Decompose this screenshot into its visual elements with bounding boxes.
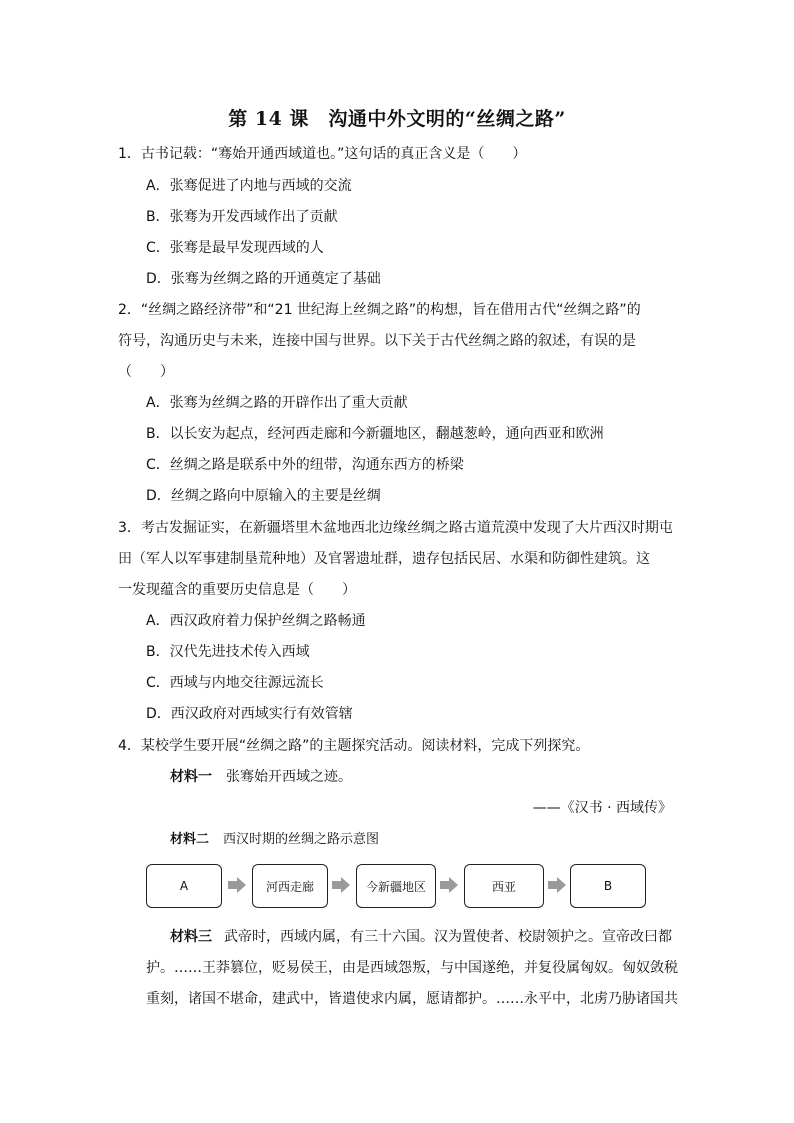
material-2-text: 西汉时期的丝绸之路示意图: [223, 832, 380, 847]
material-1: [170, 767, 352, 787]
question-1-option-c: C．张骞是最早发现西域的人: [146, 240, 324, 256]
material-3-text-1: 武帝时，西域内属，有三十六国。汉为置使者、校尉领护之。宣帝改曰都: [224, 929, 672, 945]
material-1-source: ——《汉书 · 西域传》: [532, 800, 672, 816]
question-4-stem: 4．某校学生要开展“丝绸之路”的主题探究活动。阅读材料，完成下列探究。: [118, 738, 590, 754]
question-1-option-d: D．张骞为丝绸之路的开通奠定了基础: [146, 271, 381, 287]
question-2-stem-line-3: （ ）: [118, 364, 174, 380]
material-3-label: 材料三: [170, 929, 212, 945]
diagram-node-hexi-corridor: 河西走廊: [252, 864, 328, 908]
question-3-option-a: A．西汉政府着力保护丝绸之路畅通: [146, 613, 366, 629]
material-3-line-1: [170, 927, 672, 947]
material-2-label: 材料二: [170, 832, 210, 847]
material-1-text: 张骞始开西域之迹。: [226, 769, 352, 785]
arrow-right-icon: [440, 877, 458, 893]
lesson-title: 第 14 课 沟通中外文明的“丝绸之路”: [228, 108, 566, 130]
arrow-right-icon: [332, 877, 350, 893]
question-2-option-a: A．张骞为丝绸之路的开辟作出了重大贡献: [146, 395, 408, 411]
question-3-option-c: C．西域与内地交往源远流长: [146, 675, 324, 691]
question-1-option-b: B．张骞为开发西域作出了贡献: [146, 209, 338, 225]
question-3-option-b: B．汉代先进技术传入西域: [146, 644, 310, 660]
question-2-option-c: C．丝绸之路是联系中外的纽带，沟通东西方的桥梁: [146, 457, 464, 473]
diagram-node-west-asia: 西亚: [464, 864, 544, 908]
silk-road-diagram: [146, 864, 648, 908]
diagram-node-b: B: [570, 864, 646, 908]
arrow-right-icon: [548, 877, 566, 893]
diagram-node-a: A: [146, 864, 222, 908]
question-3-stem-line-2: 田（军人以军事建制垦荒种地）及官署遗址群，遗存包括民居、水渠和防御性建筑。这: [118, 551, 650, 567]
question-1-stem: 1．古书记载：“骞始开通西域道也。”这句话的真正含义是（ ）: [118, 146, 527, 162]
question-3-stem-line-3: 一发现蕴含的重要历史信息是（ ）: [118, 582, 356, 598]
question-2-option-b: B．以长安为起点，经河西走廊和今新疆地区，翻越葱岭，通向西亚和欧洲: [146, 426, 604, 442]
question-3-stem-line-1: 3．考古发掘证实，在新疆塔里木盆地西北边缘丝绸之路古道荒漠中发现了大片西汉时期屯: [118, 520, 673, 536]
material-3-line-2: 护。……王莽篡位，贬易侯王，由是西域怨叛，与中国遂绝，并复役属匈奴。匈奴敛税: [146, 960, 678, 976]
arrow-right-icon: [228, 877, 246, 893]
diagram-node-xinjiang: 今新疆地区: [356, 864, 436, 908]
question-2-stem-line-2: 符号，沟通历史与未来，连接中国与世界。以下关于古代丝绸之路的叙述，有误的是: [118, 333, 636, 349]
question-3-option-d: D．西汉政府对西域实行有效管辖: [146, 706, 353, 722]
material-1-label: 材料一: [170, 769, 212, 785]
material-3-line-3: 重刻，诸国不堪命，建武中，皆遣使求内属，愿请都护。……永平中，北虏乃胁诸国共: [146, 991, 678, 1007]
material-2-caption: [170, 830, 379, 850]
question-1-option-a: A．张骞促进了内地与西域的交流: [146, 178, 352, 194]
question-2-stem-line-1: 2．“丝绸之路经济带”和“21 世纪海上丝绸之路”的构想，旨在借用古代“丝绸之路”的: [118, 302, 641, 318]
question-2-option-d: D．丝绸之路向中原输入的主要是丝绸: [146, 488, 381, 504]
